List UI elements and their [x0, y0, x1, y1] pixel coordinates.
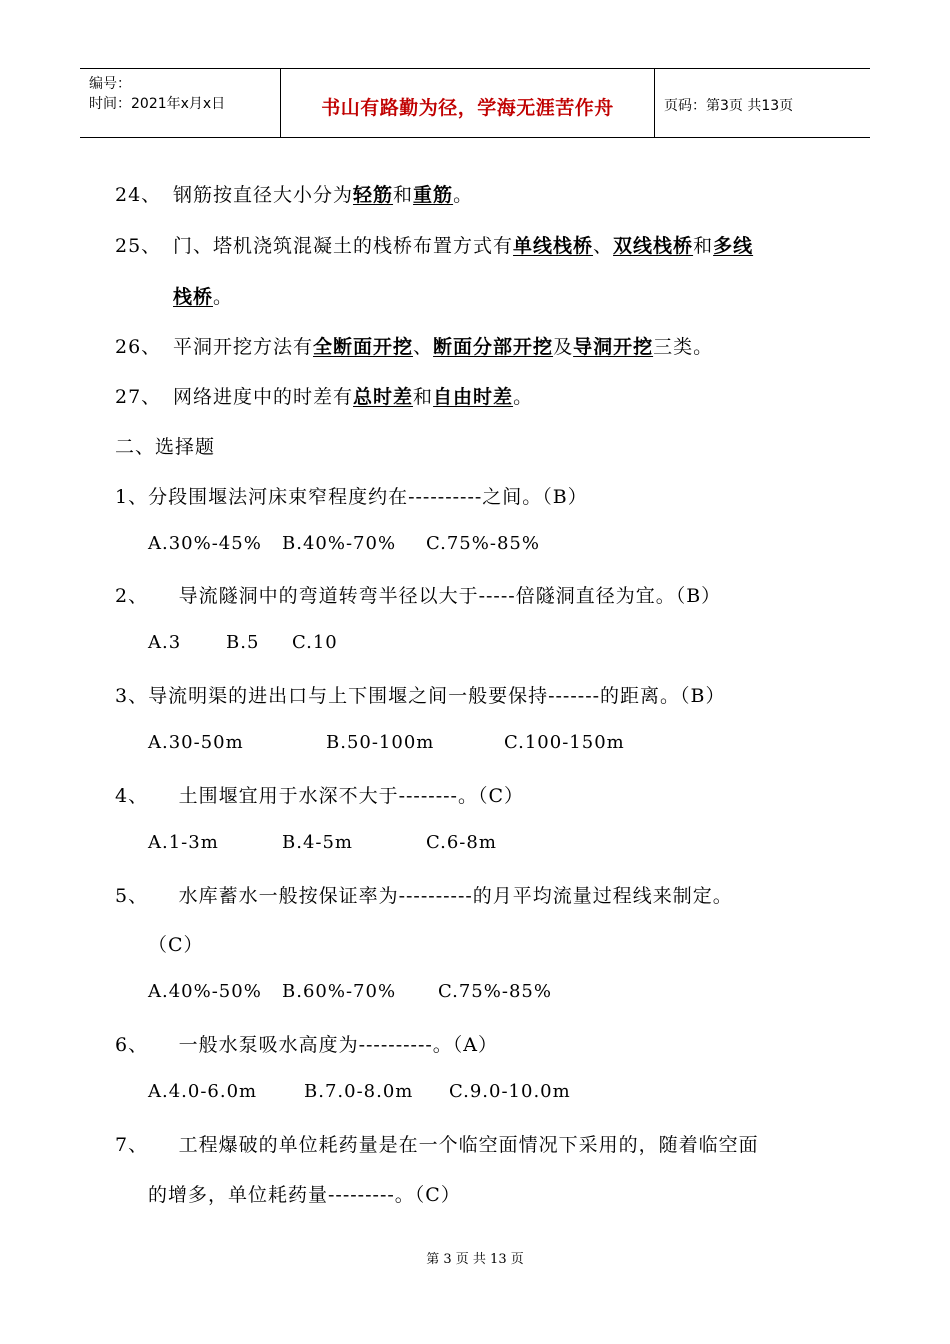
item-text: 。	[453, 184, 474, 206]
item-text: 门、塔机浇筑混凝土的栈桥布置方式有	[173, 235, 514, 257]
answer: 单线栈桥	[513, 235, 594, 257]
question-7-continued: 的增多，单位耗药量---------。（C）	[148, 1184, 461, 1206]
item-text: 。	[213, 286, 234, 308]
option-a: A.3	[148, 632, 182, 653]
option-b: B.60%-70%	[282, 981, 397, 1002]
option-c: C.6-8m	[426, 832, 497, 853]
answer: 总时差	[353, 386, 414, 408]
fill-blank-25-continued	[173, 282, 233, 309]
question-4: 4、 土围堰宜用于水深不大于--------。（C）	[115, 785, 524, 807]
header-page-info: 页码：第3页 共13页	[664, 98, 794, 114]
question-2: 2、 导流隧洞中的弯道转弯半径以大于-----倍隧洞直径为宜。（B）	[115, 585, 722, 607]
question-1: 1、分段围堰法河床束窄程度约在----------之间。（B）	[115, 486, 588, 508]
question-6: 6、 一般水泵吸水高度为----------。（A）	[115, 1034, 499, 1056]
document-date-label: 时间：2021年x月x日	[89, 96, 226, 112]
question-5: 5、 水库蓄水一般按保证率为----------的月平均流量过程线来制定。	[115, 885, 733, 907]
option-b: B.7.0-8.0m	[304, 1081, 414, 1102]
option-a: A.40%-50%	[148, 981, 262, 1002]
page-header	[80, 68, 870, 138]
item-text: 和	[413, 386, 434, 408]
header-page-cell	[654, 69, 870, 137]
item-number: 25、	[115, 235, 162, 257]
item-text: 及	[553, 336, 574, 358]
answer: 自由时差	[433, 386, 514, 408]
option-b: B.5	[226, 632, 260, 653]
header-motto-cell	[280, 69, 655, 137]
item-text: 、	[593, 235, 614, 257]
option-a: A.30%-45%	[148, 533, 262, 554]
item-text: 网络进度中的时差有	[173, 386, 354, 408]
answer: 断面分部开挖	[433, 336, 554, 358]
item-text: 和	[393, 184, 414, 206]
item-text: 三类。	[653, 336, 714, 358]
option-c: C.10	[292, 632, 338, 653]
option-c: C.100-150m	[504, 732, 625, 753]
option-c: C.75%-85%	[438, 981, 552, 1002]
header-left-cell	[80, 69, 280, 137]
item-number: 27、	[115, 386, 162, 408]
item-text: 钢筋按直径大小分为	[173, 184, 354, 206]
option-b: B.40%-70%	[282, 533, 397, 554]
fill-blank-24	[115, 180, 473, 207]
item-number: 26、	[115, 336, 162, 358]
answer: 轻筋	[353, 184, 394, 206]
answer: 栈桥	[173, 286, 214, 308]
answer: 多线	[713, 235, 754, 257]
option-a: A.30-50m	[148, 732, 244, 753]
question-7: 7、 工程爆破的单位耗药量是在一个临空面情况下采用的，随着临空面	[115, 1134, 759, 1156]
fill-blank-26	[115, 332, 713, 359]
question-3: 3、导流明渠的进出口与上下围堰之间一般要保持-------的距离。（B）	[115, 685, 726, 707]
answer: 导洞开挖	[573, 336, 654, 358]
page-footer: 第 3 页 共 13 页	[426, 1252, 524, 1267]
document-number-label: 编号：	[89, 76, 131, 92]
answer: 全断面开挖	[313, 336, 414, 358]
fill-blank-27	[115, 382, 533, 409]
option-a: A.1-3m	[148, 832, 219, 853]
option-c: C.9.0-10.0m	[449, 1081, 571, 1102]
question-5-answer: （C）	[148, 934, 204, 956]
item-number: 24、	[115, 184, 162, 206]
item-text: 和	[693, 235, 714, 257]
option-a: A.4.0-6.0m	[148, 1081, 258, 1102]
option-c: C.75%-85%	[426, 533, 540, 554]
header-motto: 书山有路勤为径，学海无涯苦作舟	[321, 97, 614, 119]
option-b: B.50-100m	[326, 732, 435, 753]
fill-blank-25	[115, 231, 753, 258]
option-b: B.4-5m	[282, 832, 354, 853]
section-title: 二、选择题	[115, 436, 216, 458]
answer: 重筋	[413, 184, 454, 206]
answer: 双线栈桥	[613, 235, 694, 257]
item-text: 、	[413, 336, 434, 358]
item-text: 平洞开挖方法有	[173, 336, 314, 358]
item-text: 。	[513, 386, 534, 408]
